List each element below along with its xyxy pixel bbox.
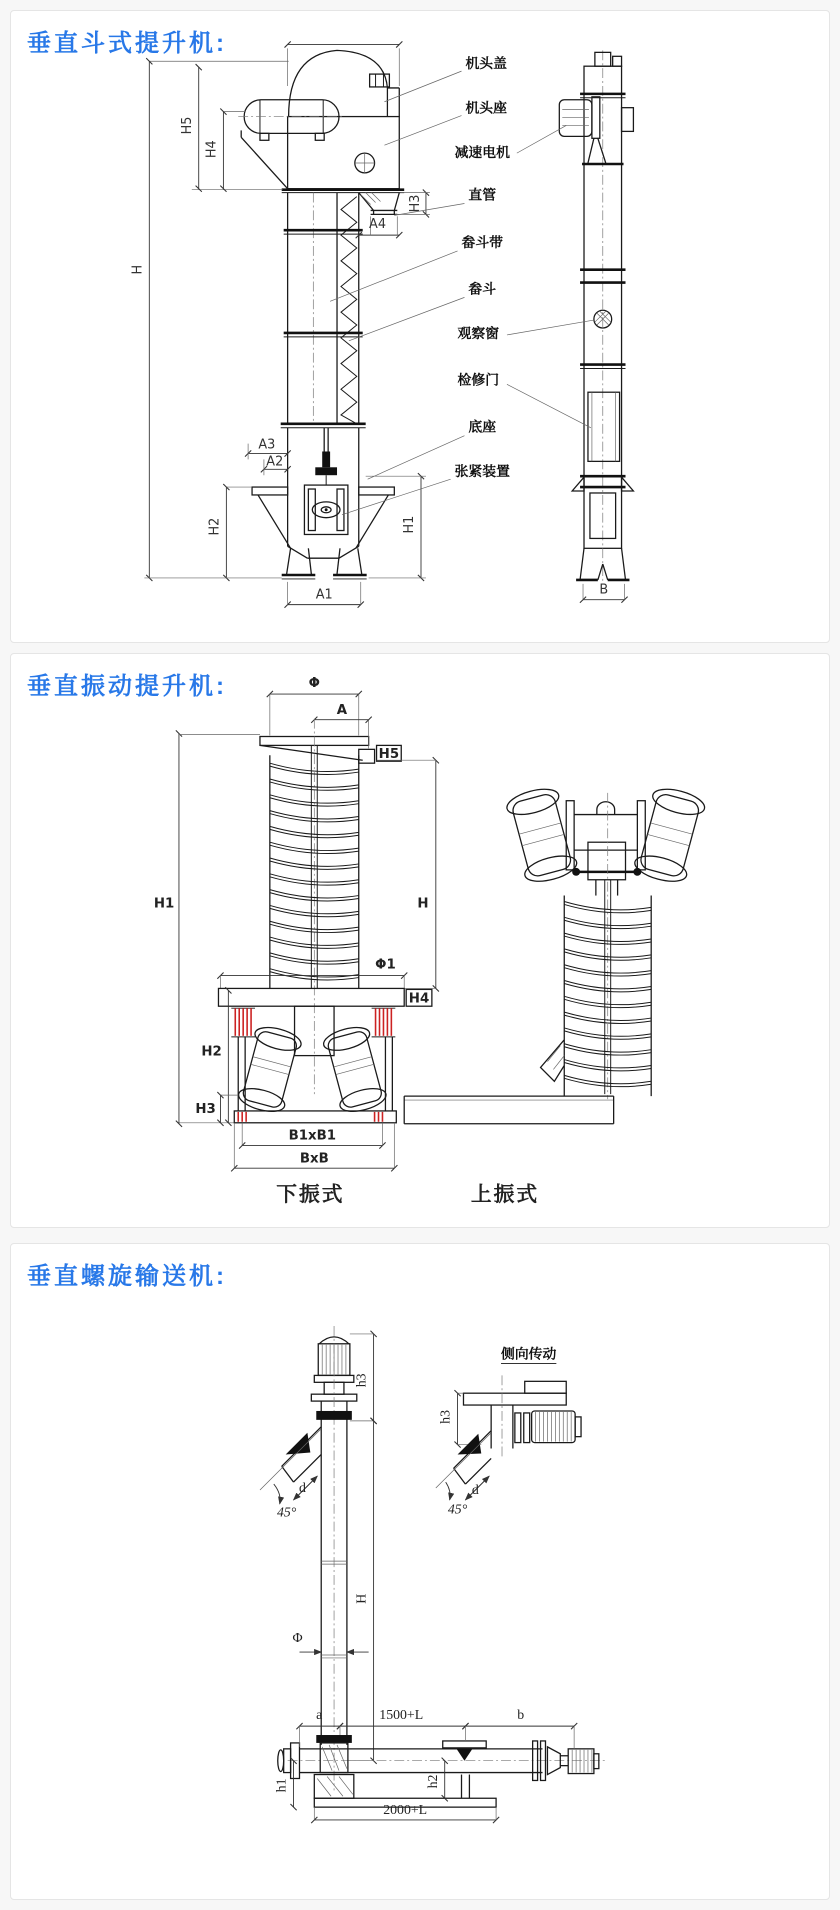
vibration-elevator-drawing (11, 654, 830, 1228)
section-bucket-elevator-panel (10, 10, 830, 643)
dim-b1xb1: B1xB1 (288, 1128, 337, 1144)
part-label-bucket: 畚斗 (468, 281, 497, 298)
dim-1500l: 1500+L (379, 1707, 424, 1723)
bucket-elevator-drawing (11, 11, 830, 643)
part-label-access-door: 检修门 (457, 372, 500, 389)
dim-h1-2: H1 (153, 896, 175, 912)
part-label-tensioner: 张紧装置 (454, 464, 510, 481)
dimensions (130, 44, 624, 604)
part-label-gear-motor: 减速电机 (454, 145, 510, 162)
dim-h4: H4 (204, 140, 220, 159)
dim-h4-2: H4 (408, 991, 430, 1007)
page-title-3: 垂直螺旋输送机: (27, 1263, 227, 1290)
caption-up-vibration: 上振式 (470, 1181, 540, 1206)
dim-a-2: A (336, 702, 348, 718)
page-title: 垂直斗式提升机: (27, 30, 227, 57)
lifting-hook (597, 802, 615, 815)
dim-h2-2: H2 (201, 1044, 222, 1060)
dim-h: H (130, 264, 146, 275)
dim-h1-3: h1 (273, 1778, 289, 1793)
horizontal-conveyor (278, 1735, 606, 1807)
outlet-spout (359, 749, 375, 763)
tensioning-device (304, 428, 347, 535)
part-labels (330, 55, 594, 515)
dim-h3-side: h3 (437, 1409, 453, 1424)
dim-h3-2: H3 (195, 1101, 216, 1117)
side-drive-view (436, 1346, 581, 1517)
caption-down-vibration: 下振式 (276, 1181, 345, 1206)
section-screw-conveyor-panel (10, 1243, 830, 1900)
dim-h-3: H (353, 1593, 369, 1604)
screw-conveyor-main-view (260, 1326, 606, 1820)
dim-h-2: H (417, 896, 429, 912)
hopper-inlet-marker (457, 1749, 473, 1761)
drive-motor (238, 100, 345, 189)
column (281, 193, 366, 428)
part-label-head-cover: 机头盖 (465, 56, 507, 73)
screw-conveyor-drawing (11, 1244, 830, 1900)
dim-angle: 45° (276, 1504, 297, 1520)
part-label-bucket-belt: 畚斗带 (461, 234, 503, 251)
dim-phi1: Φ1 (375, 957, 396, 973)
springs (231, 1008, 395, 1037)
front-view (238, 50, 404, 579)
dim-h5: H5 (179, 116, 195, 135)
spiral-column-top-type (541, 793, 652, 1099)
dim-h3: H3 (408, 194, 424, 213)
dim-phi: Φ (308, 676, 320, 692)
dim-2000l: 2000+L (383, 1802, 428, 1818)
top-motor-right (632, 784, 707, 886)
part-label-base: 底座 (468, 419, 497, 436)
access-door-panel (588, 392, 620, 461)
top-vibration-view (404, 784, 707, 1205)
mounting-plate (218, 988, 404, 1006)
dim-d: d (298, 1479, 306, 1495)
dim-a4: A4 (369, 217, 386, 233)
dim-h1: H1 (402, 515, 418, 534)
dim-d-side: d (471, 1481, 479, 1497)
page-title-2: 垂直振动提升机: (27, 673, 227, 700)
head-seat-body (288, 117, 400, 189)
dim-b: B (599, 582, 609, 598)
side-view (559, 50, 633, 583)
dim-h5-2: H5 (378, 747, 400, 763)
side-gear-motor (559, 97, 633, 164)
dim-a-3: a (316, 1707, 323, 1723)
dim-b-3: b (517, 1707, 525, 1723)
dim-bxb: BxB (299, 1151, 329, 1167)
dim-a1: A1 (315, 587, 333, 603)
section-vibration-elevator-panel (10, 653, 830, 1228)
spiral-column (270, 719, 359, 1094)
dim-h3-3: h3 (353, 1373, 369, 1388)
side-drive-motor (532, 1411, 581, 1443)
dim-a2: A2 (266, 454, 284, 470)
top-motor-left (504, 784, 579, 886)
part-label-straight-pipe: 直管 (468, 187, 497, 204)
dim-phi-3: Φ (292, 1630, 303, 1646)
part-label-observation-window: 观察窗 (457, 325, 500, 342)
vibration-motor-frame (234, 1006, 396, 1123)
dim-a3: A3 (258, 437, 276, 453)
dim-angle-side: 45° (447, 1501, 468, 1517)
hopper-flange (443, 1741, 486, 1748)
dim-h2-3: h2 (424, 1774, 440, 1789)
part-label-head-seat: 机头座 (465, 100, 507, 117)
discharge-funnel (359, 193, 400, 215)
dim-h2: H2 (207, 517, 223, 536)
bottom-vibration-view (154, 676, 436, 1206)
side-drive-note: 侧向传动 (501, 1346, 557, 1363)
